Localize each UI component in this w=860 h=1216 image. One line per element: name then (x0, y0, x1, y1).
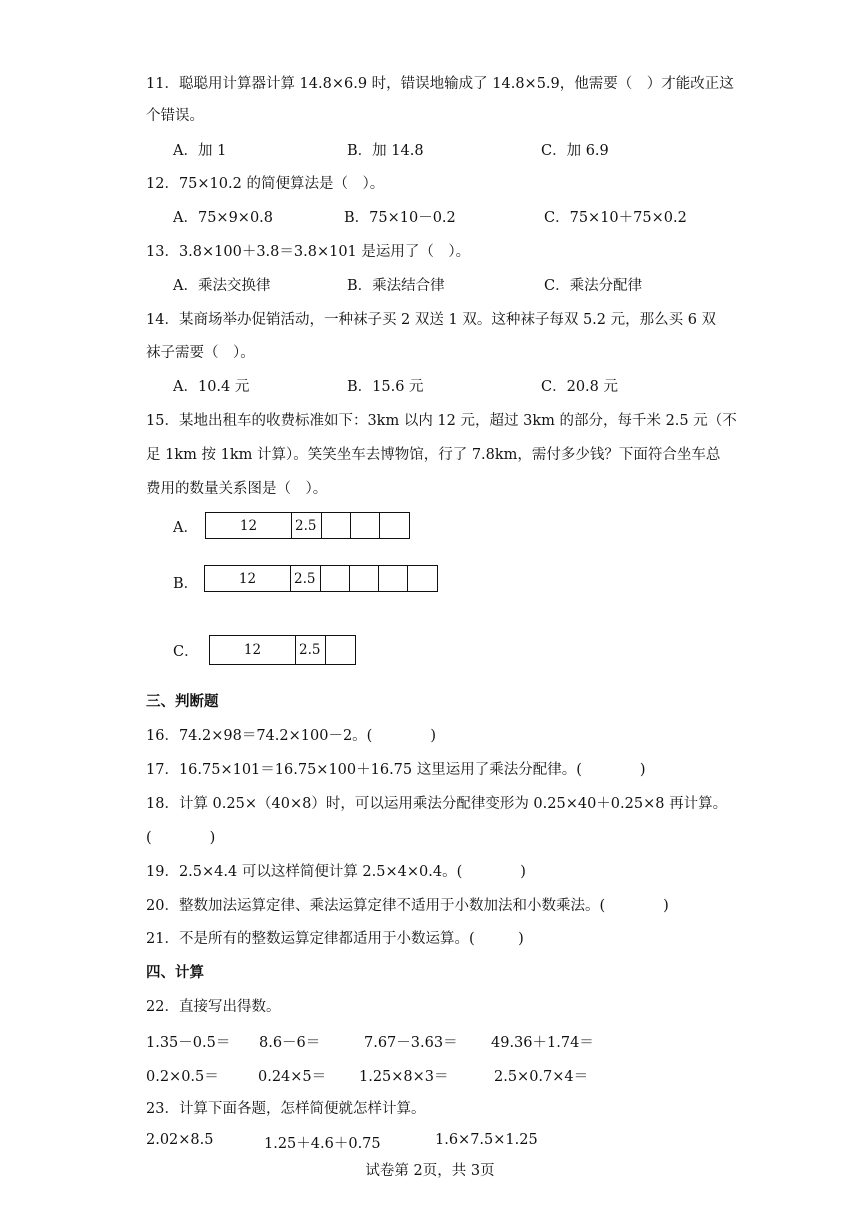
q15-diagram-a (205, 512, 410, 539)
q14-option-c: C．20.8 元 (541, 379, 618, 395)
q14-option-a: A．10.4 元 (173, 379, 250, 395)
q22-expr: 2.5×0.7×4＝ (494, 1069, 589, 1085)
judge-item: ( ) (146, 830, 216, 846)
diagram-c-box (326, 636, 355, 664)
q13-option-c: C．乘法分配律 (544, 278, 643, 294)
q22-expr: 8.6－6＝ (259, 1035, 321, 1051)
q15-diagram-c (209, 635, 356, 665)
diagram-c-per-km: 2.5 (296, 636, 326, 664)
diagram-c-base-fare: 12 (210, 636, 296, 664)
q23-expr: 1.6×7.5×1.25 (435, 1132, 538, 1148)
q12-option-a: A．75×9×0.8 (173, 210, 274, 226)
q15-option-b-label: B． (173, 576, 199, 592)
judge-item: 16．74.2×98＝74.2×100－2。( ) (146, 728, 436, 744)
judge-item: 21．不是所有的整数运算定律都适用于小数运算。( ) (146, 931, 524, 947)
q15-text-line3: 费用的数量关系图是（ ）。 (146, 481, 328, 497)
q15-diagram-b (204, 565, 438, 592)
diagram-a-per-km: 2.5 (292, 513, 322, 538)
diagram-b-box (321, 566, 350, 591)
q12-option-c: C．75×10＋75×0.2 (544, 210, 687, 226)
diagram-a-base-fare: 12 (206, 513, 292, 538)
judge-item: 17．16.75×101＝16.75×100＋16.75 这里运用了乘法分配律。( ) (146, 762, 646, 778)
q22-expr: 1.25×8×3＝ (359, 1069, 449, 1085)
q14-text-line1: 14．某商场举办促销活动，一种袜子买 2 双送 1 双。这种袜子每双 5.2 元，那么买 6 双 (146, 312, 717, 328)
q22-expr: 7.67－3.63＝ (364, 1035, 458, 1051)
q15-text-line2: 足 1km 按 1km 计算）。笑笑坐车去博物馆，行了 7.8km，需付多少钱？下面符合坐车总 (146, 447, 721, 463)
diagram-b-box (408, 566, 437, 591)
q14-text-line2: 袜子需要（ ）。 (146, 345, 255, 361)
q22-expr: 49.36＋1.74＝ (491, 1035, 594, 1051)
q23-expr: 2.02×8.5 (146, 1132, 214, 1148)
q11-text-line2: 个错误。 (146, 108, 204, 124)
q15-option-a-label: A． (173, 520, 198, 536)
q22-text: 22．直接写出得数。 (146, 999, 281, 1015)
q13-option-b: B．乘法结合律 (347, 278, 445, 294)
judge-item: 19．2.5×4.4 可以这样简便计算 2.5×4×0.4。( ) (146, 864, 526, 880)
diagram-a-box (322, 513, 351, 538)
page-footer: 试卷第 2页，共 3页 (365, 1163, 495, 1179)
diagram-a-box (351, 513, 380, 538)
q13-text: 13．3.8×100＋3.8＝3.8×101 是运用了（ ）。 (146, 244, 471, 260)
q11-option-c: C．加 6.9 (541, 143, 609, 159)
section-heading-calc: 四、计算 (146, 964, 204, 981)
q22-expr: 0.24×5＝ (258, 1069, 327, 1085)
section-heading-judge: 三、判断题 (146, 693, 219, 710)
q12-option-b: B．75×10－0.2 (344, 210, 456, 226)
diagram-b-per-km: 2.5 (291, 566, 321, 591)
diagram-b-box (350, 566, 379, 591)
q11-option-b: B．加 14.8 (347, 143, 424, 159)
q15-option-c-label: C． (173, 644, 199, 660)
judge-item: 18．计算 0.25×（40×8）时，可以运用乘法分配律变形为 0.25×40＋0.25×8 再计算。 (146, 796, 728, 812)
q14-option-b: B．15.6 元 (347, 379, 424, 395)
q23-text: 23．计算下面各题，怎样简便就怎样计算。 (146, 1101, 426, 1117)
q23-expr: 1.25＋4.6＋0.75 (264, 1136, 381, 1152)
q12-text: 12．75×10.2 的简便算法是（ ）。 (146, 176, 385, 192)
q15-text-line1: 15．某地出租车的收费标准如下：3km 以内 12 元，超过 3km 的部分，每千米 2.5 元（不 (146, 413, 737, 429)
judge-item: 20．整数加法运算定律、乘法运算定律不适用于小数加法和小数乘法。( ) (146, 898, 669, 914)
diagram-b-box (379, 566, 408, 591)
diagram-a-box (380, 513, 409, 538)
q22-expr: 0.2×0.5＝ (146, 1069, 219, 1085)
q13-option-a: A．乘法交换律 (173, 278, 271, 294)
q11-option-a: A．加 1 (173, 143, 227, 159)
diagram-b-base-fare: 12 (205, 566, 291, 591)
q22-expr: 1.35－0.5＝ (146, 1035, 231, 1051)
q11-text-line1: 11．聪聪用计算器计算 14.8×6.9 时，错误地输成了 14.8×5.9，他需要（ ）才能改正这 (146, 76, 734, 92)
